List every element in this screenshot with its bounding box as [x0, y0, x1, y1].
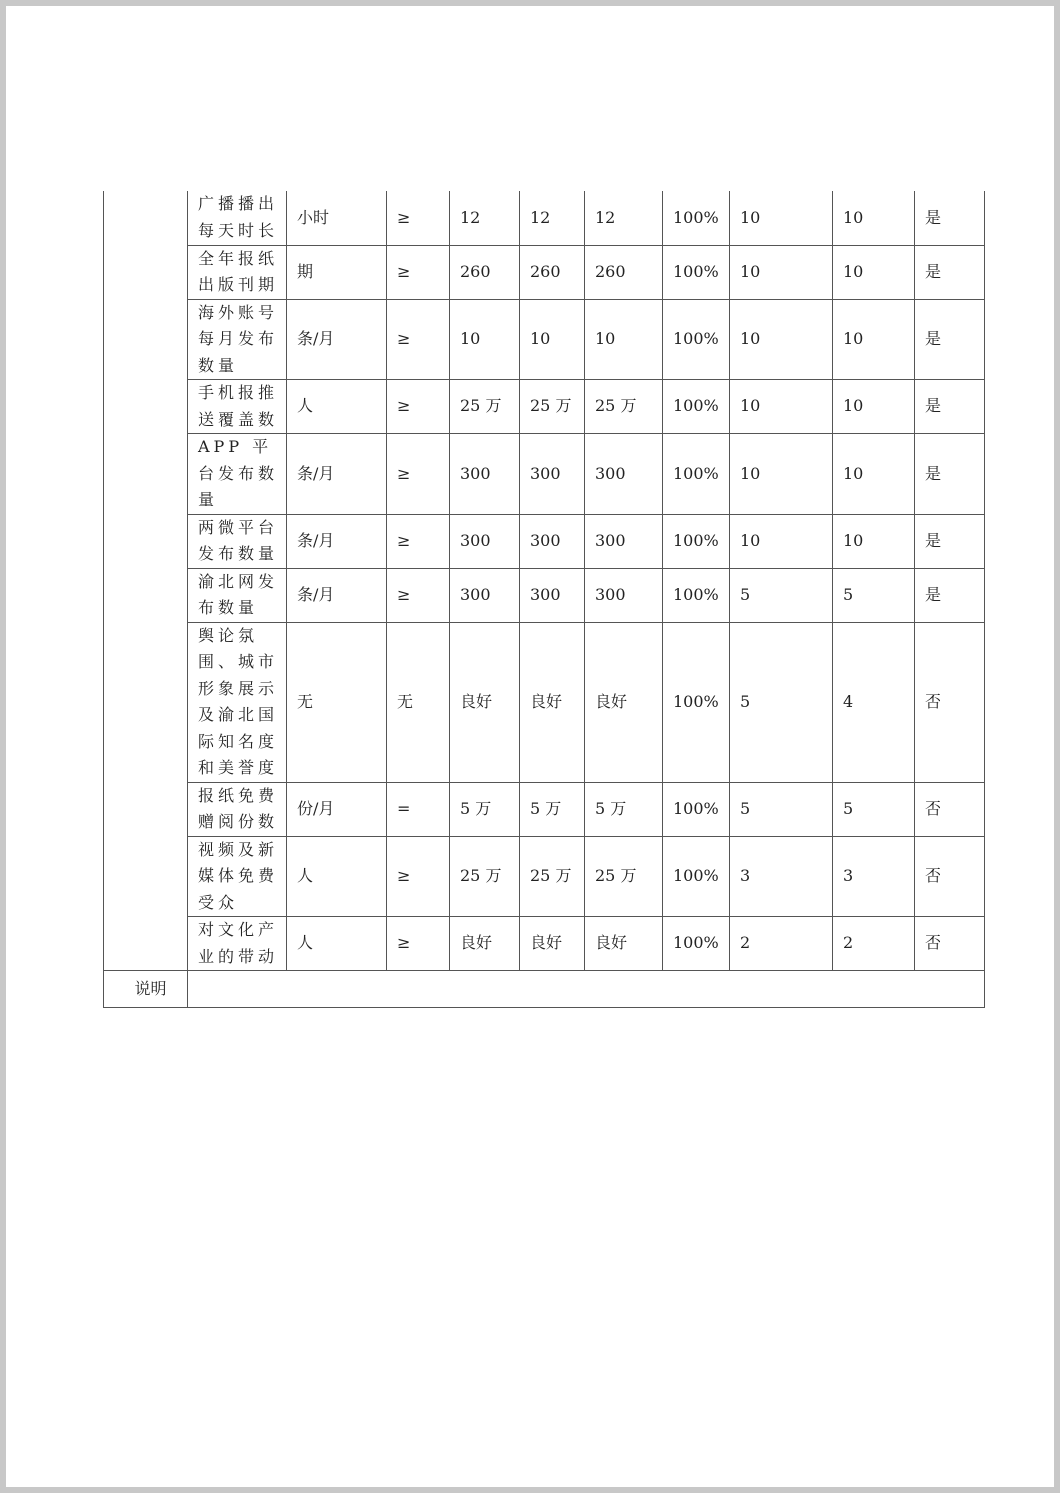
target-cell: 12 [450, 191, 520, 245]
unit-cell: 人 [287, 380, 387, 434]
indicator-cell: 渝北网发布数量 [188, 568, 287, 622]
table-row [104, 836, 985, 917]
indicator-cell: 广播播出每天时长 [188, 191, 287, 245]
unit-cell: 条/月 [287, 568, 387, 622]
score-cell: 10 [833, 245, 915, 299]
operator-cell: 无 [387, 622, 450, 782]
table-row [104, 622, 985, 782]
rate-cell: 100% [663, 622, 730, 782]
indicator-cell: 海外账号每月发布数量 [188, 299, 287, 380]
score-cell: 3 [833, 836, 915, 917]
operator-cell: ≥ [387, 514, 450, 568]
indicator-cell: 视频及新媒体免费受众 [188, 836, 287, 917]
rate-cell: 100% [663, 917, 730, 971]
rate-cell: 100% [663, 782, 730, 836]
target-cell: 300 [450, 568, 520, 622]
plan-cell: 5 万 [520, 782, 585, 836]
target-cell: 260 [450, 245, 520, 299]
actual-cell: 260 [585, 245, 663, 299]
note-label: 说明 [104, 971, 188, 1008]
operator-cell: ≥ [387, 380, 450, 434]
rate-cell: 100% [663, 836, 730, 917]
weight-cell: 2 [730, 917, 833, 971]
core-cell: 是 [915, 245, 985, 299]
plan-cell: 260 [520, 245, 585, 299]
table-row [104, 514, 985, 568]
table-row [104, 191, 985, 245]
table-row [104, 782, 985, 836]
operator-cell: = [387, 782, 450, 836]
plan-cell: 良好 [520, 917, 585, 971]
category-cell [104, 191, 188, 971]
operator-cell: ≥ [387, 917, 450, 971]
rate-cell: 100% [663, 514, 730, 568]
score-cell: 10 [833, 380, 915, 434]
actual-cell: 25 万 [585, 836, 663, 917]
score-cell: 10 [833, 299, 915, 380]
indicator-cell: 全年报纸出版刊期 [188, 245, 287, 299]
rate-cell: 100% [663, 568, 730, 622]
target-cell: 25 万 [450, 380, 520, 434]
plan-cell: 良好 [520, 622, 585, 782]
target-cell: 10 [450, 299, 520, 380]
core-cell: 否 [915, 782, 985, 836]
weight-cell: 10 [730, 299, 833, 380]
weight-cell: 5 [730, 622, 833, 782]
plan-cell: 25 万 [520, 380, 585, 434]
operator-cell: ≥ [387, 299, 450, 380]
score-cell: 2 [833, 917, 915, 971]
table-row [104, 917, 985, 971]
rate-cell: 100% [663, 245, 730, 299]
actual-cell: 25 万 [585, 380, 663, 434]
weight-cell: 10 [730, 514, 833, 568]
weight-cell: 10 [730, 245, 833, 299]
core-cell: 是 [915, 191, 985, 245]
core-cell: 否 [915, 836, 985, 917]
plan-cell: 300 [520, 434, 585, 515]
document-page [6, 6, 1054, 1487]
unit-cell: 条/月 [287, 434, 387, 515]
actual-cell: 良好 [585, 622, 663, 782]
table-row [104, 568, 985, 622]
unit-cell: 期 [287, 245, 387, 299]
plan-cell: 12 [520, 191, 585, 245]
core-cell: 是 [915, 568, 985, 622]
unit-cell: 人 [287, 836, 387, 917]
unit-cell: 人 [287, 917, 387, 971]
actual-cell: 10 [585, 299, 663, 380]
score-cell: 5 [833, 782, 915, 836]
target-cell: 5 万 [450, 782, 520, 836]
indicator-cell: 舆论氛围、城市形象展示及渝北国际知名度和美誉度 [188, 622, 287, 782]
weight-cell: 10 [730, 191, 833, 245]
actual-cell: 12 [585, 191, 663, 245]
actual-cell: 300 [585, 514, 663, 568]
score-cell: 10 [833, 514, 915, 568]
core-cell: 否 [915, 917, 985, 971]
indicator-cell: 两微平台发布数量 [188, 514, 287, 568]
weight-cell: 10 [730, 380, 833, 434]
unit-cell: 条/月 [287, 514, 387, 568]
indicator-cell: 对文化产业的带动 [188, 917, 287, 971]
rate-cell: 100% [663, 380, 730, 434]
target-cell: 良好 [450, 622, 520, 782]
rate-cell: 100% [663, 191, 730, 245]
table-row [104, 245, 985, 299]
actual-cell: 良好 [585, 917, 663, 971]
rate-cell: 100% [663, 434, 730, 515]
operator-cell: ≥ [387, 245, 450, 299]
plan-cell: 10 [520, 299, 585, 380]
unit-cell: 份/月 [287, 782, 387, 836]
indicator-cell: 手机报推送覆盖数 [188, 380, 287, 434]
core-cell: 是 [915, 514, 985, 568]
score-cell: 5 [833, 568, 915, 622]
table-row [104, 434, 985, 515]
operator-cell: ≥ [387, 836, 450, 917]
target-cell: 良好 [450, 917, 520, 971]
rate-cell: 100% [663, 299, 730, 380]
core-cell: 是 [915, 299, 985, 380]
operator-cell: ≥ [387, 191, 450, 245]
weight-cell: 10 [730, 434, 833, 515]
weight-cell: 5 [730, 782, 833, 836]
weight-cell: 3 [730, 836, 833, 917]
core-cell: 否 [915, 622, 985, 782]
indicator-cell: APP 平台发布数量 [188, 434, 287, 515]
actual-cell: 5 万 [585, 782, 663, 836]
operator-cell: ≥ [387, 568, 450, 622]
operator-cell: ≥ [387, 434, 450, 515]
target-cell: 300 [450, 514, 520, 568]
note-row [104, 971, 985, 1008]
unit-cell: 小时 [287, 191, 387, 245]
unit-cell: 无 [287, 622, 387, 782]
unit-cell: 条/月 [287, 299, 387, 380]
core-cell: 是 [915, 434, 985, 515]
score-cell: 4 [833, 622, 915, 782]
note-value [188, 971, 985, 1008]
performance-table [103, 191, 985, 1008]
score-cell: 10 [833, 434, 915, 515]
weight-cell: 5 [730, 568, 833, 622]
indicator-cell: 报纸免费赠阅份数 [188, 782, 287, 836]
target-cell: 300 [450, 434, 520, 515]
table-row [104, 299, 985, 380]
score-cell: 10 [833, 191, 915, 245]
core-cell: 是 [915, 380, 985, 434]
plan-cell: 300 [520, 514, 585, 568]
actual-cell: 300 [585, 568, 663, 622]
target-cell: 25 万 [450, 836, 520, 917]
plan-cell: 300 [520, 568, 585, 622]
actual-cell: 300 [585, 434, 663, 515]
plan-cell: 25 万 [520, 836, 585, 917]
table-row [104, 380, 985, 434]
table-body [104, 191, 985, 1008]
